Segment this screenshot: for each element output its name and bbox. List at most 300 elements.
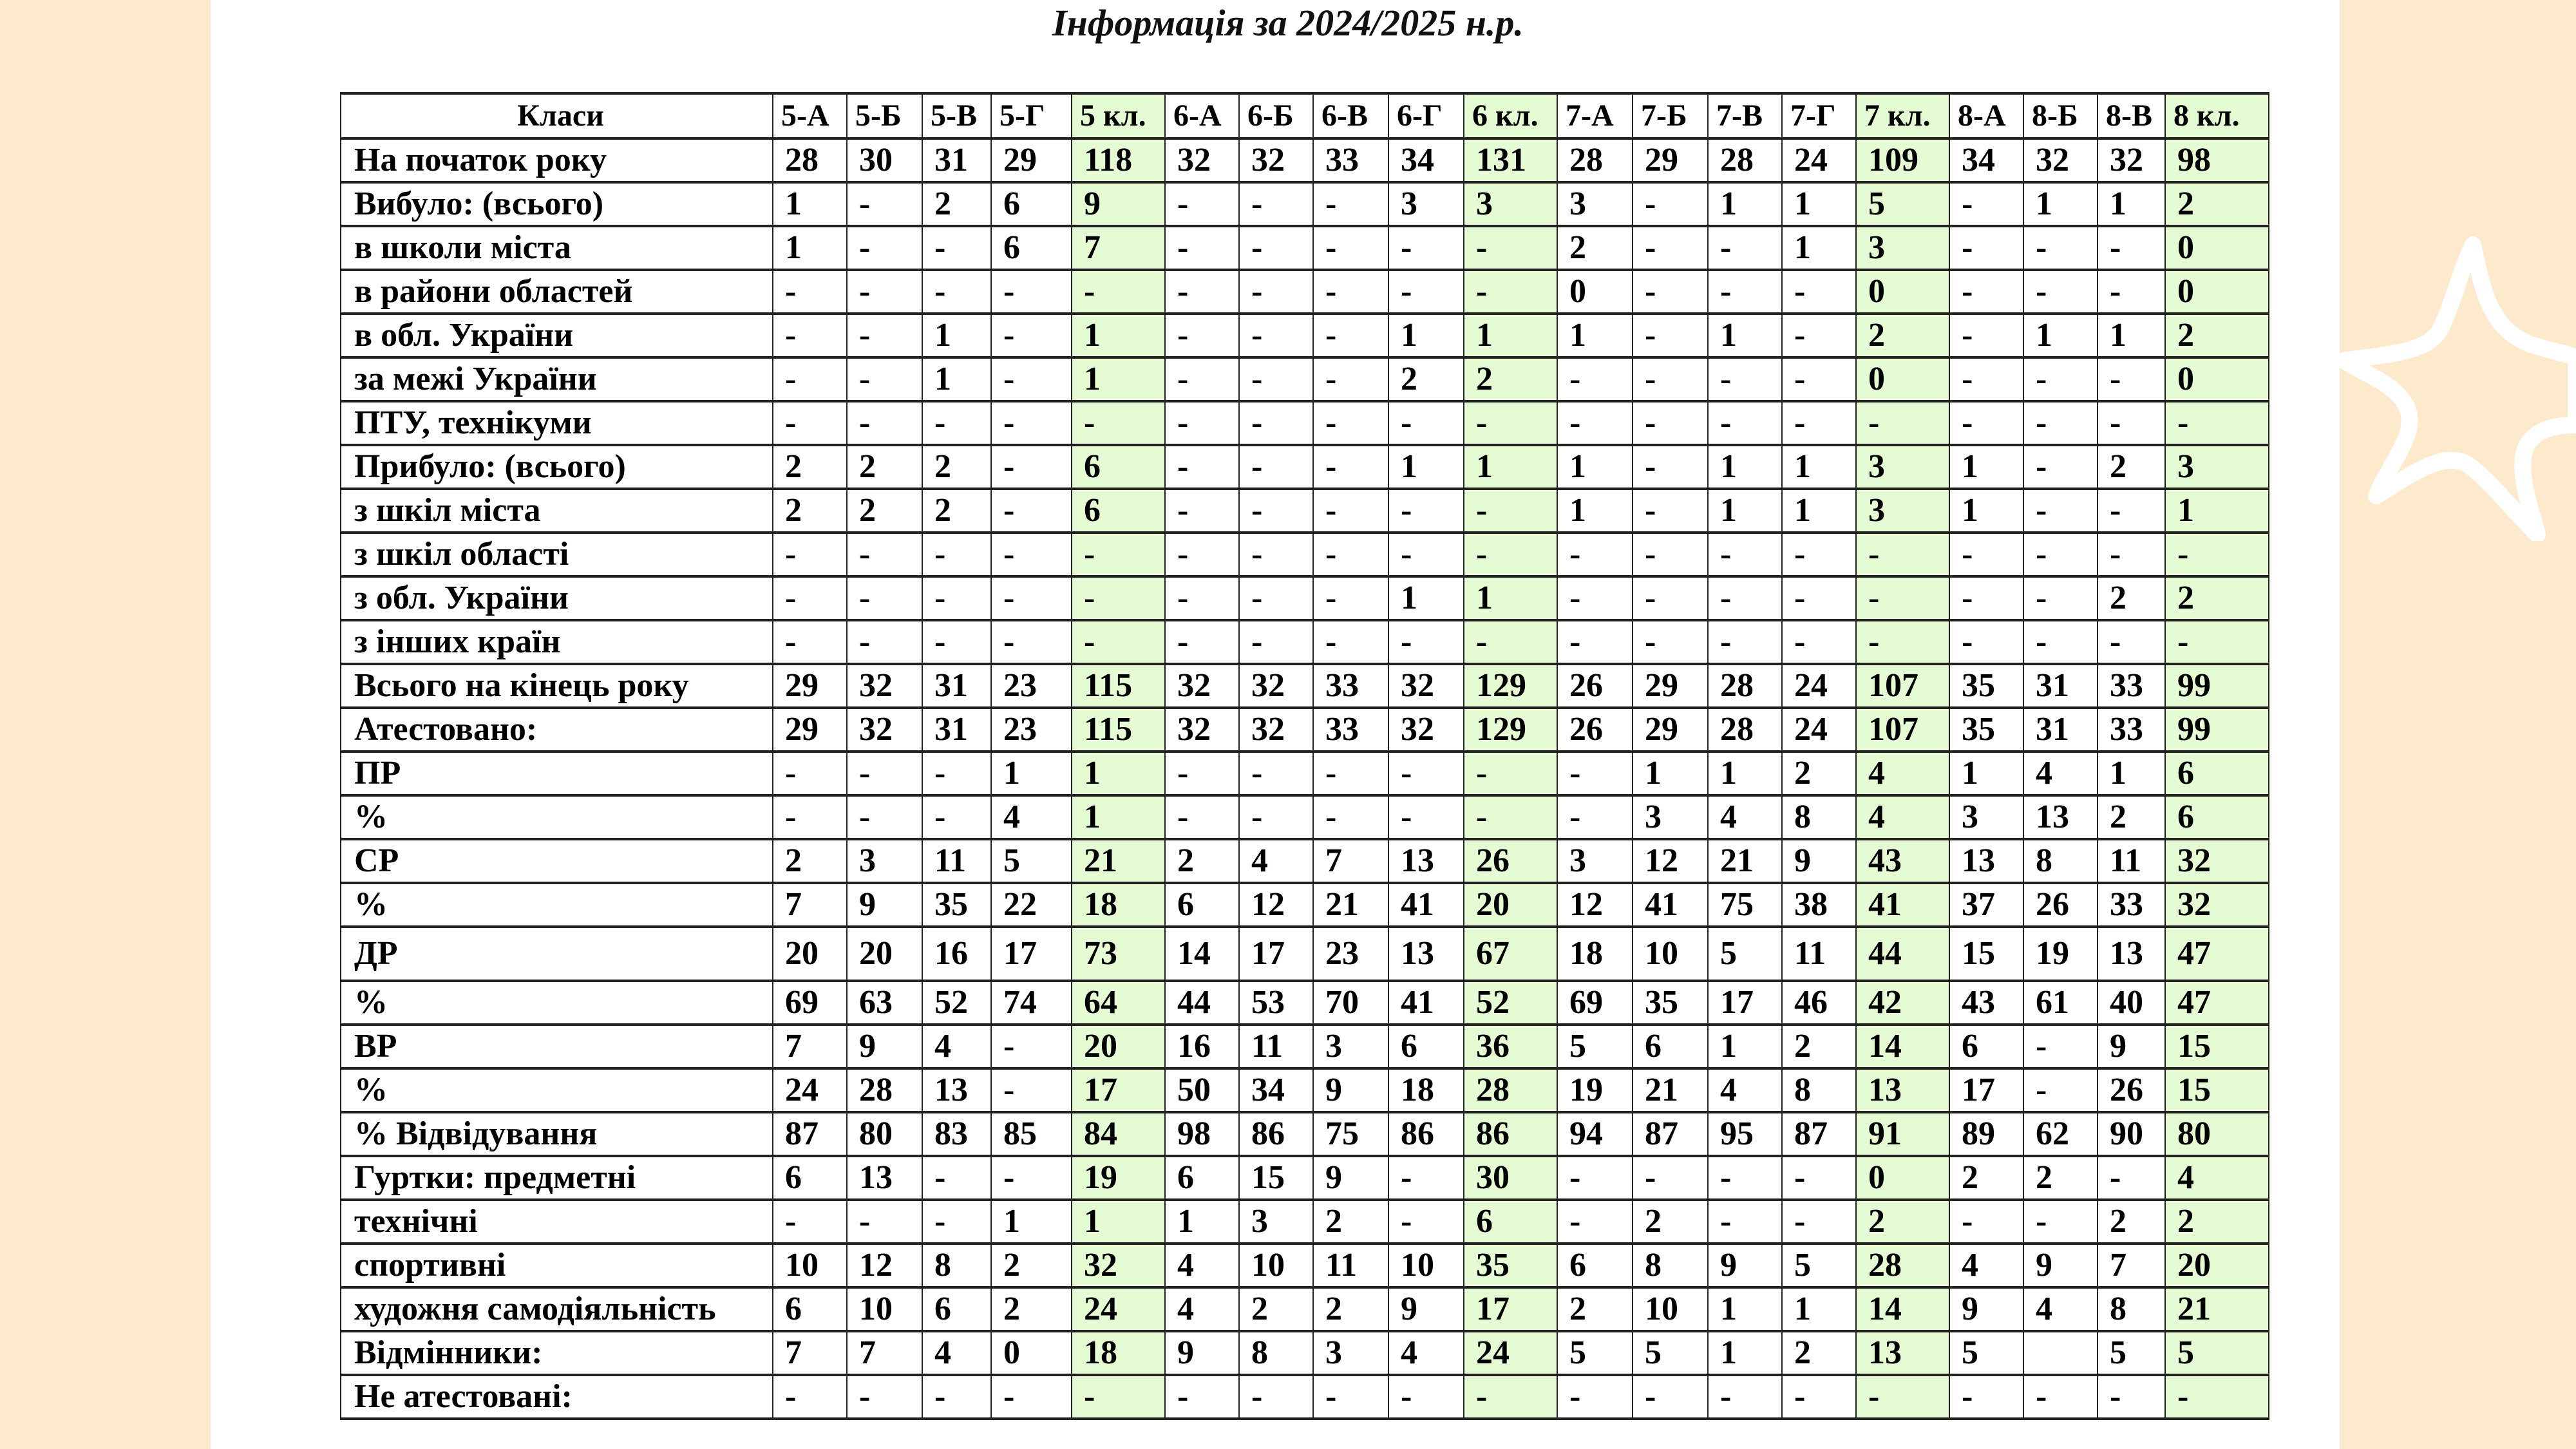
table-cell: 118 xyxy=(1072,138,1165,182)
row-label: з обл. України xyxy=(341,576,773,620)
table-cell: 9 xyxy=(1313,1068,1388,1112)
table-cell: - xyxy=(773,795,847,839)
table-cell: 23 xyxy=(991,664,1072,708)
table-cell: 17 xyxy=(1708,981,1782,1025)
table-cell: - xyxy=(1239,533,1313,576)
table-cell xyxy=(2023,1331,2098,1375)
table-cell: - xyxy=(922,576,991,620)
table-cell: - xyxy=(1949,270,2023,314)
table-cell: 6 xyxy=(1557,1244,1633,1287)
table-cell: 6 xyxy=(2165,795,2269,839)
table-cell: 4 xyxy=(922,1331,991,1375)
table-cell: - xyxy=(1782,1156,1856,1200)
table-cell: - xyxy=(2098,489,2165,533)
table-cell: 4 xyxy=(2165,1156,2269,1200)
table-cell: - xyxy=(1633,1375,1708,1419)
table-cell: 38 xyxy=(1782,883,1856,927)
table-cell: 33 xyxy=(2098,664,2165,708)
table-cell: - xyxy=(1165,401,1239,445)
table-cell: 91 xyxy=(1856,1112,1949,1156)
table-cell: 17 xyxy=(1949,1068,2023,1112)
table-cell: 19 xyxy=(1557,1068,1633,1112)
table-cell: - xyxy=(991,1156,1072,1200)
table-cell: 28 xyxy=(1708,138,1782,182)
table-cell: - xyxy=(1165,270,1239,314)
table-cell: - xyxy=(1464,401,1557,445)
table-cell: 90 xyxy=(2098,1112,2165,1156)
table-cell: - xyxy=(773,1375,847,1419)
table-cell: 17 xyxy=(1464,1287,1557,1331)
table-row xyxy=(341,226,2269,270)
table-cell: 13 xyxy=(1388,927,1464,981)
table-cell: - xyxy=(1949,620,2023,664)
table-cell: 3 xyxy=(2165,445,2269,489)
table-cell: - xyxy=(1708,270,1782,314)
table-cell: 53 xyxy=(1239,981,1313,1025)
table-cell: 69 xyxy=(1557,981,1633,1025)
table-cell: - xyxy=(1633,314,1708,357)
table-cell: - xyxy=(1313,620,1388,664)
table-cell: 8 xyxy=(2023,839,2098,883)
table-cell: 9 xyxy=(1165,1331,1239,1375)
page-title: Інформація за 2024/2025 н.р. xyxy=(1052,2,1524,44)
table-cell: 26 xyxy=(1557,708,1633,752)
column-header: 6-Б xyxy=(1239,93,1313,138)
table-cell: - xyxy=(1313,576,1388,620)
table-cell: 13 xyxy=(847,1156,922,1200)
table-cell: 2 xyxy=(991,1287,1072,1331)
table-cell: - xyxy=(1856,533,1949,576)
table-cell: 64 xyxy=(1072,981,1165,1025)
row-label: в школи міста xyxy=(341,226,773,270)
table-cell: 1 xyxy=(1708,489,1782,533)
table-cell: 87 xyxy=(1782,1112,1856,1156)
table-cell: 18 xyxy=(1388,1068,1464,1112)
table-cell: - xyxy=(1388,533,1464,576)
table-cell: - xyxy=(2098,1375,2165,1419)
column-header: 8-В xyxy=(2098,93,2165,138)
table-cell: 85 xyxy=(991,1112,1072,1156)
table-cell: 44 xyxy=(1165,981,1239,1025)
table-cell: 12 xyxy=(1557,883,1633,927)
row-label: Відмінники: xyxy=(341,1331,773,1375)
table-cell: - xyxy=(991,489,1072,533)
table-cell: 7 xyxy=(2098,1244,2165,1287)
table-cell: 109 xyxy=(1856,138,1949,182)
table-cell: 32 xyxy=(1388,708,1464,752)
table-cell: 6 xyxy=(1165,1156,1239,1200)
table-cell: 75 xyxy=(1313,1112,1388,1156)
table-cell: - xyxy=(1388,752,1464,795)
table-cell: 35 xyxy=(1949,664,2023,708)
table-cell: 4 xyxy=(2023,1287,2098,1331)
table-cell: 6 xyxy=(1165,883,1239,927)
table-cell: - xyxy=(847,533,922,576)
table-cell: - xyxy=(922,401,991,445)
table-cell: - xyxy=(1313,445,1388,489)
table-cell: - xyxy=(1239,270,1313,314)
table-cell: 98 xyxy=(2165,138,2269,182)
table-cell: 9 xyxy=(1313,1156,1388,1200)
row-label: Прибуло: (всього) xyxy=(341,445,773,489)
table-cell: 2 xyxy=(1633,1200,1708,1244)
table-cell: 1 xyxy=(2098,182,2165,226)
table-cell: 11 xyxy=(1782,927,1856,981)
table-cell: 33 xyxy=(1313,708,1388,752)
table-cell: - xyxy=(2023,1375,2098,1419)
table-cell: 1 xyxy=(1708,1287,1782,1331)
table-cell: 13 xyxy=(1388,839,1464,883)
table-cell: - xyxy=(1165,489,1239,533)
table-cell: 1 xyxy=(1708,1025,1782,1068)
table-cell: 1 xyxy=(1072,314,1165,357)
table-cell: - xyxy=(1165,182,1239,226)
table-cell: 4 xyxy=(1239,839,1313,883)
table-cell: 32 xyxy=(2023,138,2098,182)
table-cell: 35 xyxy=(1464,1244,1557,1287)
table-cell: 1 xyxy=(1782,1287,1856,1331)
table-cell: - xyxy=(1557,795,1633,839)
table-cell: - xyxy=(1708,533,1782,576)
table-cell: 46 xyxy=(1782,981,1856,1025)
table-cell: 41 xyxy=(1633,883,1708,927)
table-cell: 12 xyxy=(1633,839,1708,883)
table-cell: - xyxy=(2098,1156,2165,1200)
table-cell: - xyxy=(991,357,1072,401)
table-cell: - xyxy=(1782,533,1856,576)
table-cell: 0 xyxy=(1557,270,1633,314)
table-cell: 9 xyxy=(1949,1287,2023,1331)
table-row xyxy=(341,1375,2269,1419)
table-cell: 1 xyxy=(2165,489,2269,533)
table-cell: - xyxy=(1949,314,2023,357)
table-cell: - xyxy=(1782,1375,1856,1419)
table-cell: 2 xyxy=(847,445,922,489)
row-label: технічні xyxy=(341,1200,773,1244)
table-cell: 2 xyxy=(1856,314,1949,357)
table-cell: - xyxy=(1557,576,1633,620)
table-cell: 1 xyxy=(1072,795,1165,839)
table-cell: 29 xyxy=(773,708,847,752)
column-header: 6-А xyxy=(1165,93,1239,138)
table-cell: - xyxy=(2023,270,2098,314)
table-row xyxy=(341,620,2269,664)
column-header: 7-Г xyxy=(1782,93,1856,138)
table-cell: 29 xyxy=(1633,664,1708,708)
table-cell: - xyxy=(1557,1375,1633,1419)
table-cell: 1 xyxy=(1633,752,1708,795)
table-cell: - xyxy=(847,1375,922,1419)
table-cell: - xyxy=(1072,533,1165,576)
table-cell: - xyxy=(1557,752,1633,795)
table-cell: - xyxy=(1165,752,1239,795)
table-cell: - xyxy=(1464,489,1557,533)
column-header: 7-В xyxy=(1708,93,1782,138)
table-cell: - xyxy=(2023,533,2098,576)
table-cell: - xyxy=(2023,489,2098,533)
table-cell: - xyxy=(1633,270,1708,314)
table-cell: 1 xyxy=(1388,314,1464,357)
table-cell: - xyxy=(991,576,1072,620)
table-cell: - xyxy=(1633,401,1708,445)
table-cell: 5 xyxy=(1557,1331,1633,1375)
table-cell: - xyxy=(1388,620,1464,664)
table-row xyxy=(341,489,2269,533)
table-cell: - xyxy=(1239,226,1313,270)
table-cell: 4 xyxy=(1708,795,1782,839)
table-cell: - xyxy=(1782,270,1856,314)
table-cell: - xyxy=(922,1375,991,1419)
row-label: Вибуло: (всього) xyxy=(341,182,773,226)
table-cell: - xyxy=(1464,620,1557,664)
table-cell: - xyxy=(1633,533,1708,576)
table-cell: 6 xyxy=(1633,1025,1708,1068)
table-cell: - xyxy=(847,795,922,839)
table-cell: 32 xyxy=(1239,664,1313,708)
table-cell: 6 xyxy=(773,1156,847,1200)
table-cell: 5 xyxy=(1856,182,1949,226)
table-row xyxy=(341,1156,2269,1200)
table-cell: 1 xyxy=(1782,445,1856,489)
table-cell: 21 xyxy=(1072,839,1165,883)
table-cell: - xyxy=(1313,1375,1388,1419)
table-cell: 131 xyxy=(1464,138,1557,182)
table-cell: 1 xyxy=(1388,576,1464,620)
table-cell: 9 xyxy=(2023,1244,2098,1287)
table-cell: 2 xyxy=(1464,357,1557,401)
table-cell: 20 xyxy=(773,927,847,981)
row-label: % Відвідування xyxy=(341,1112,773,1156)
table-cell: - xyxy=(1388,401,1464,445)
table-cell: 11 xyxy=(1239,1025,1313,1068)
table-cell: 1 xyxy=(1557,489,1633,533)
table-cell: 70 xyxy=(1313,981,1388,1025)
table-cell: - xyxy=(1949,533,2023,576)
table-cell: 13 xyxy=(2098,927,2165,981)
table-cell: 18 xyxy=(1072,883,1165,927)
table-cell: 1 xyxy=(1557,314,1633,357)
table-cell: - xyxy=(2023,1200,2098,1244)
table-cell: - xyxy=(1313,314,1388,357)
table-cell: - xyxy=(2165,620,2269,664)
table-cell: - xyxy=(1388,1156,1464,1200)
table-cell: 32 xyxy=(1388,664,1464,708)
table-cell: 9 xyxy=(847,883,922,927)
table-cell: - xyxy=(1633,182,1708,226)
table-cell: 24 xyxy=(1072,1287,1165,1331)
row-label: ПР xyxy=(341,752,773,795)
table-cell: 14 xyxy=(1856,1025,1949,1068)
table-row xyxy=(341,927,2269,981)
table-cell: 33 xyxy=(2098,883,2165,927)
table-cell: - xyxy=(1165,533,1239,576)
table-cell: - xyxy=(1165,620,1239,664)
table-cell: - xyxy=(1856,401,1949,445)
table-cell: 34 xyxy=(1239,1068,1313,1112)
table-cell: - xyxy=(1708,357,1782,401)
table-cell: 3 xyxy=(1239,1200,1313,1244)
table-cell: 84 xyxy=(1072,1112,1165,1156)
table-cell: 4 xyxy=(1165,1287,1239,1331)
table-cell: 86 xyxy=(1464,1112,1557,1156)
row-label: за межі України xyxy=(341,357,773,401)
table-cell: 3 xyxy=(1856,226,1949,270)
table-cell: - xyxy=(1239,314,1313,357)
table-cell: 69 xyxy=(773,981,847,1025)
table-row xyxy=(341,883,2269,927)
table-cell: - xyxy=(847,270,922,314)
table-header-row xyxy=(341,93,2269,138)
row-label: % xyxy=(341,1068,773,1112)
row-label: ДР xyxy=(341,927,773,981)
table-cell: 3 xyxy=(1464,182,1557,226)
table-cell: 89 xyxy=(1949,1112,2023,1156)
table-cell: - xyxy=(2023,1025,2098,1068)
row-label: Не атестовані: xyxy=(341,1375,773,1419)
table-cell: 10 xyxy=(1633,927,1708,981)
table-cell: 11 xyxy=(922,839,991,883)
table-cell: 6 xyxy=(991,182,1072,226)
table-cell: 5 xyxy=(2165,1331,2269,1375)
table-cell: 20 xyxy=(1072,1025,1165,1068)
table-cell: 14 xyxy=(1856,1287,1949,1331)
table-row xyxy=(341,1112,2269,1156)
table-cell: 75 xyxy=(1708,883,1782,927)
table-cell: 1 xyxy=(1949,489,2023,533)
table-row xyxy=(341,533,2269,576)
table-cell: 1 xyxy=(1782,489,1856,533)
table-cell: 31 xyxy=(922,664,991,708)
table-cell: - xyxy=(1464,1375,1557,1419)
row-label: СР xyxy=(341,839,773,883)
table-cell: 1 xyxy=(1708,182,1782,226)
table-cell: - xyxy=(1557,1200,1633,1244)
table-cell: 67 xyxy=(1464,927,1557,981)
table-cell: 26 xyxy=(1464,839,1557,883)
table-cell: 94 xyxy=(1557,1112,1633,1156)
table-cell: 41 xyxy=(1388,883,1464,927)
table-cell: 13 xyxy=(2023,795,2098,839)
table-cell: 32 xyxy=(847,708,922,752)
table-cell: - xyxy=(1313,752,1388,795)
table-row xyxy=(341,1068,2269,1112)
table-cell: 29 xyxy=(773,664,847,708)
table-cell: 32 xyxy=(1165,138,1239,182)
table-cell: - xyxy=(1072,401,1165,445)
table-cell: 43 xyxy=(1949,981,2023,1025)
table-cell: - xyxy=(1708,1156,1782,1200)
table-cell: 3 xyxy=(1856,489,1949,533)
table-cell: - xyxy=(2023,401,2098,445)
table-cell: - xyxy=(1313,401,1388,445)
table-cell: 3 xyxy=(1949,795,2023,839)
table-cell: 13 xyxy=(1856,1068,1949,1112)
table-row xyxy=(341,138,2269,182)
table-cell: - xyxy=(2023,620,2098,664)
table-cell: 37 xyxy=(1949,883,2023,927)
table-cell: - xyxy=(2023,1068,2098,1112)
table-cell: - xyxy=(1313,795,1388,839)
table-cell: 1 xyxy=(1464,314,1557,357)
star-decoration-icon xyxy=(2338,232,2576,541)
table-cell: 2 xyxy=(1165,839,1239,883)
table-cell: - xyxy=(991,314,1072,357)
table-cell: 7 xyxy=(773,1025,847,1068)
table-cell: 43 xyxy=(1856,839,1949,883)
table-cell: 5 xyxy=(1782,1244,1856,1287)
table-cell: - xyxy=(847,576,922,620)
table-cell: 29 xyxy=(991,138,1072,182)
table-cell: - xyxy=(922,226,991,270)
table-cell: 6 xyxy=(773,1287,847,1331)
table-cell: 2 xyxy=(1388,357,1464,401)
table-cell: - xyxy=(1388,226,1464,270)
table-cell: 2 xyxy=(922,445,991,489)
table-cell: 0 xyxy=(2165,357,2269,401)
row-label: в обл. України xyxy=(341,314,773,357)
table-cell: 0 xyxy=(1856,270,1949,314)
table-cell: 4 xyxy=(1708,1068,1782,1112)
table-cell: 0 xyxy=(2165,270,2269,314)
table-cell: 2 xyxy=(773,445,847,489)
table-cell: 1 xyxy=(991,752,1072,795)
table-cell: 2 xyxy=(1856,1200,1949,1244)
table-cell: 4 xyxy=(1165,1244,1239,1287)
table-cell: - xyxy=(2023,445,2098,489)
table-cell: 32 xyxy=(1165,708,1239,752)
table-cell: 1 xyxy=(773,226,847,270)
table-cell: 2 xyxy=(1557,226,1633,270)
table-cell: 9 xyxy=(847,1025,922,1068)
table-cell: - xyxy=(2165,401,2269,445)
table-cell: 2 xyxy=(922,489,991,533)
table-cell: - xyxy=(1856,620,1949,664)
table-cell: 28 xyxy=(1856,1244,1949,1287)
row-label: % xyxy=(341,981,773,1025)
table-cell: 33 xyxy=(2098,708,2165,752)
row-label: в райони областей xyxy=(341,270,773,314)
table-cell: - xyxy=(2098,270,2165,314)
table-cell: - xyxy=(847,752,922,795)
table-cell: 1 xyxy=(773,182,847,226)
table-cell: 0 xyxy=(2165,226,2269,270)
table-cell: 29 xyxy=(1633,138,1708,182)
table-cell: 20 xyxy=(1464,883,1557,927)
table-cell: - xyxy=(991,1375,1072,1419)
column-header: 6-Г xyxy=(1388,93,1464,138)
table-cell: - xyxy=(1633,226,1708,270)
table-cell: 5 xyxy=(1633,1331,1708,1375)
table-cell: 32 xyxy=(2165,883,2269,927)
row-label: з шкіл міста xyxy=(341,489,773,533)
table-cell: - xyxy=(1239,489,1313,533)
table-cell: - xyxy=(1708,620,1782,664)
table-cell: - xyxy=(1313,357,1388,401)
column-header: 7 кл. xyxy=(1856,93,1949,138)
table-cell: 83 xyxy=(922,1112,991,1156)
table-cell: 4 xyxy=(1388,1331,1464,1375)
table-row xyxy=(341,1244,2269,1287)
table-cell: - xyxy=(1239,182,1313,226)
table-cell: 1 xyxy=(1782,182,1856,226)
table-cell: - xyxy=(1388,270,1464,314)
table-cell: 4 xyxy=(1949,1244,2023,1287)
table-cell: 4 xyxy=(922,1025,991,1068)
table-cell: - xyxy=(991,533,1072,576)
table-cell: 52 xyxy=(1464,981,1557,1025)
table-cell: - xyxy=(1708,576,1782,620)
row-label: з шкіл області xyxy=(341,533,773,576)
